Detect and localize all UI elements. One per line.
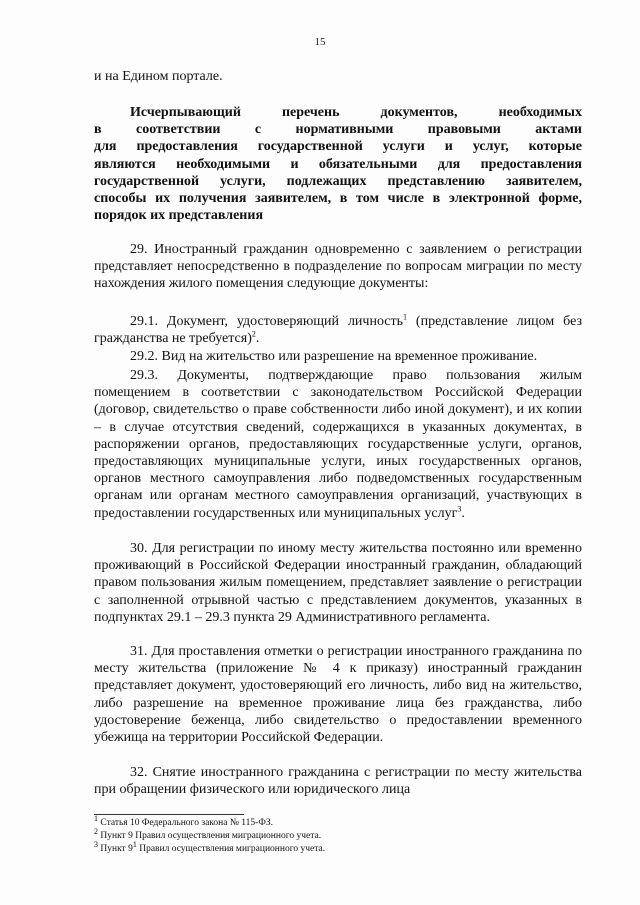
paragraph-29-3-end: .: [461, 505, 465, 521]
footnote-2: [94, 826, 584, 843]
footnote-mark: 1: [94, 813, 98, 823]
footnote-3: [94, 839, 584, 856]
heading-line: в соответствии с нормативными правовыми актами: [94, 122, 582, 138]
paragraph-29-3-text: 29.3. Документы, подтверждающие право пользования жилым помещением в соответствии с законодательством Российской Федерации (договор, свидетельство о праве собственности либо иной документ), и их копии – в случае отсутствия сведений, содержащихся в указанных документах, в распоряжении органов, предоставляющих государственные услуги, органов, предоставляющих муниципальные услуги, иных государственных органов, органов местного самоуправления либо подведомственных государственным органам или органам местного самоуправления организаций, участвующих в предоставлении государственных или муниципальных услуг: [94, 368, 582, 521]
paragraph-29-2: 29.2. Вид на жительство или разрешение на временное проживание.: [130, 349, 538, 364]
paragraph-29-1: [94, 313, 582, 347]
footnote-mark-superscript: 1: [132, 839, 137, 849]
paragraph-31: 31. Для проставления отметки о регистрации иностранного гражданина по месту жительства (приложение № 4 к приказу) иностранный гражданин представляет документ, удостоверяющий его личность, либо вид на жительство, либо разрешение на временное проживание лица без гражданства, либо удостоверение беженца, либо свидетельство о предоставлении временного убежища на территории Российской Федерации.: [94, 644, 582, 746]
footnote-ref-3: 3: [457, 503, 462, 513]
footnote-1: [94, 813, 584, 830]
paragraph-32: 32. Снятие иностранного гражданина с регистрации по месту жительства при обращении физического или юридического лица: [94, 765, 582, 798]
page-number: 15: [314, 36, 326, 48]
paragraph-30: 30. Для регистрации по иному месту жительства постоянно или временно проживающий в Российской Федерации иностранный гражданин, обладающий правом пользования жилым помещением, представляет заявление о регистрации с заполненной отрывной частью с представлением документов, указанных в подпунктах 29.1 – 29.3 пункта 29 Административного регламента.: [94, 541, 582, 625]
footnote-text: Пункт 9: [98, 844, 133, 854]
footnote-ref-2: 2: [251, 329, 256, 339]
footnote-text: Статья 10 Федерального закона № 115-ФЗ.: [98, 818, 273, 828]
heading-line: для предоставления государственной услуги и услуг, которые: [94, 139, 582, 155]
heading-line: являются необходимыми и обязательными для предоставления: [94, 156, 582, 172]
paragraph-29-3: [94, 367, 582, 522]
section-heading: [94, 104, 582, 224]
paragraph-29-1-text: 29.1. Документ, удостоверяющий личность: [130, 314, 404, 329]
footnote-mark: 3: [94, 839, 98, 849]
heading-line: государственной услуги, подлежащих представлению заявителем,: [94, 173, 582, 189]
intro-line: и на Едином портале.: [94, 69, 223, 84]
heading-line: порядок их представления: [94, 208, 264, 224]
footnote-text-b: Правил осуществления миграционного учета.: [136, 844, 326, 854]
footnote-ref-1: 1: [403, 312, 408, 322]
heading-line: Исчерпывающий перечень документов, необходимых: [130, 105, 582, 120]
footnote-mark: 2: [94, 826, 98, 836]
paragraph-29-1-text-b: (представление лицом без гражданства не требуется): [94, 314, 582, 347]
heading-line: способы их получения заявителем, в том числе в электронной форме,: [94, 191, 582, 207]
footnote-text: Пункт 9 Правил осуществления миграционного учета.: [98, 831, 322, 841]
paragraph-29-1-end: .: [255, 331, 260, 347]
paragraph-29: 29. Иностранный гражданин одновременно с заявлением о регистрации представляет непосредственно в подразделение по вопросам миграции по месту нахождения жилого помещения следующие документы:: [94, 242, 582, 292]
footnote-separator: [94, 814, 244, 815]
